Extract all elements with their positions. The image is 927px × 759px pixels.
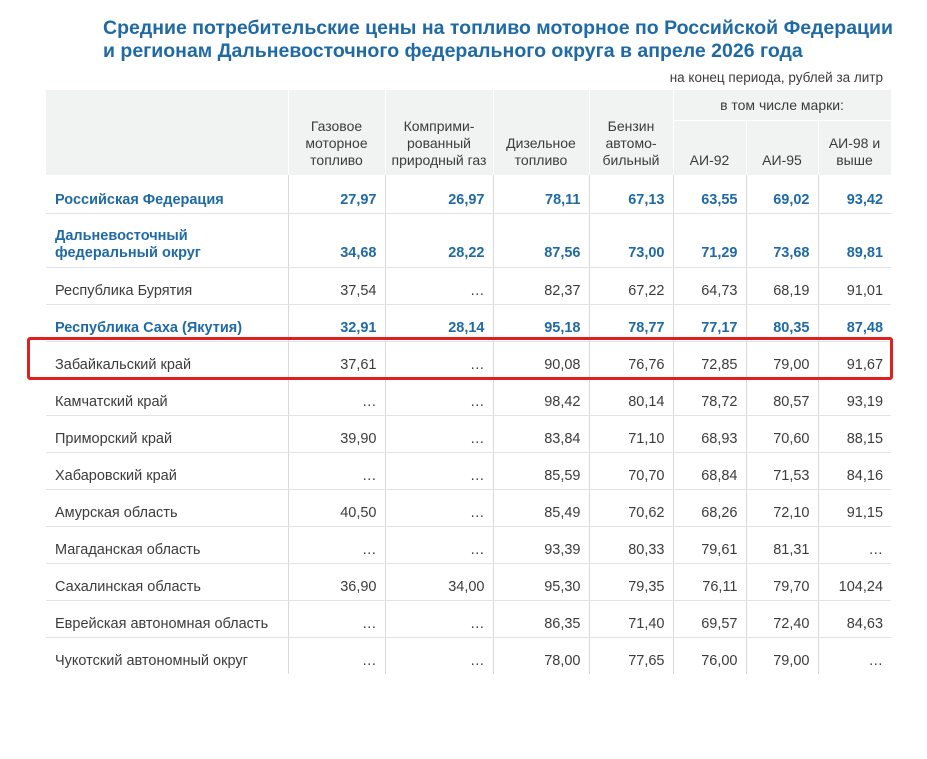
price-cell: 67,22 — [589, 267, 673, 304]
title-line-1: Средние потребительские цены на топливо моторное по Российской Федерации — [103, 17, 893, 39]
price-cell: … — [288, 600, 385, 637]
header-gas: Газовое моторное топливо — [288, 90, 385, 175]
price-cell: 36,90 — [288, 563, 385, 600]
region-name-cell: Республика Саха (Якутия) — [46, 304, 288, 341]
price-cell: 68,19 — [746, 267, 818, 304]
price-cell: 40,50 — [288, 489, 385, 526]
price-cell: 82,37 — [493, 267, 589, 304]
price-cell: 72,85 — [673, 341, 746, 378]
price-cell: 69,57 — [673, 600, 746, 637]
region-name-cell: Чукотский автономный округ — [46, 637, 288, 674]
price-cell: 70,70 — [589, 452, 673, 489]
price-cell: … — [385, 600, 493, 637]
price-cell: 68,93 — [673, 415, 746, 452]
price-cell: 70,62 — [589, 489, 673, 526]
unit-note: на конец периода, рублей за литр — [669, 70, 883, 85]
table-row — [46, 341, 891, 378]
page-title — [103, 17, 903, 63]
region-name-cell: Хабаровский край — [46, 452, 288, 489]
price-cell: 79,35 — [589, 563, 673, 600]
region-name-cell: Магаданская область — [46, 526, 288, 563]
price-cell: 90,08 — [493, 341, 589, 378]
price-cell: 37,61 — [288, 341, 385, 378]
price-cell: 34,68 — [288, 213, 385, 267]
price-cell: 95,18 — [493, 304, 589, 341]
price-cell: 67,13 — [589, 175, 673, 213]
price-cell: 34,00 — [385, 563, 493, 600]
price-cell: 79,61 — [673, 526, 746, 563]
price-cell: 68,26 — [673, 489, 746, 526]
price-cell: … — [385, 637, 493, 674]
price-cell: … — [385, 341, 493, 378]
region-name-cell: Российская Федерация — [46, 175, 288, 213]
price-cell: 71,10 — [589, 415, 673, 452]
price-cell: … — [385, 267, 493, 304]
region-name-cell: Камчатский край — [46, 378, 288, 415]
price-table-container — [46, 90, 891, 674]
price-cell: … — [385, 526, 493, 563]
price-cell: 91,15 — [818, 489, 891, 526]
header-ai92: АИ-92 — [673, 121, 746, 176]
price-cell: 93,19 — [818, 378, 891, 415]
region-name-cell: Амурская область — [46, 489, 288, 526]
price-cell: 98,42 — [493, 378, 589, 415]
price-cell: 73,00 — [589, 213, 673, 267]
price-cell: 78,77 — [589, 304, 673, 341]
region-name-cell: Сахалинская область — [46, 563, 288, 600]
price-cell: 72,40 — [746, 600, 818, 637]
table-row — [46, 378, 891, 415]
price-cell: 78,11 — [493, 175, 589, 213]
price-cell: 79,00 — [746, 341, 818, 378]
price-cell: … — [385, 378, 493, 415]
price-cell: … — [288, 452, 385, 489]
price-cell: 71,53 — [746, 452, 818, 489]
price-cell: 71,40 — [589, 600, 673, 637]
price-cell: 80,33 — [589, 526, 673, 563]
table-row — [46, 563, 891, 600]
price-cell: 104,24 — [818, 563, 891, 600]
region-name-cell: Республика Бурятия — [46, 267, 288, 304]
table-row — [46, 600, 891, 637]
price-cell: 91,67 — [818, 341, 891, 378]
region-name-cell: Приморский край — [46, 415, 288, 452]
table-row — [46, 489, 891, 526]
price-cell: … — [868, 653, 884, 669]
price-cell: 73,68 — [746, 213, 818, 267]
price-cell: 71,29 — [673, 213, 746, 267]
price-cell: … — [818, 526, 891, 563]
price-cell: 80,14 — [589, 378, 673, 415]
price-cell: 79,00 — [746, 637, 818, 674]
price-cell: 77,17 — [673, 304, 746, 341]
header-brands-group: в том числе марки: — [673, 90, 891, 121]
table-body — [46, 175, 891, 674]
header-petrol: Бензин автомо-бильный — [589, 90, 673, 175]
price-cell: 78,72 — [673, 378, 746, 415]
price-cell: 87,56 — [493, 213, 589, 267]
price-cell: 93,39 — [493, 526, 589, 563]
price-cell: 69,02 — [746, 175, 818, 213]
price-cell: 86,35 — [493, 600, 589, 637]
price-cell: 89,81 — [818, 213, 891, 267]
price-cell: … — [385, 415, 493, 452]
price-cell: 68,84 — [673, 452, 746, 489]
price-cell: 83,84 — [493, 415, 589, 452]
table-row — [46, 637, 891, 674]
price-cell: 78,00 — [493, 637, 589, 674]
price-cell: 84,63 — [818, 600, 891, 637]
price-cell: 28,14 — [385, 304, 493, 341]
price-cell: 72,10 — [746, 489, 818, 526]
table-row — [46, 415, 891, 452]
price-cell: 70,60 — [746, 415, 818, 452]
table-row — [46, 213, 891, 267]
header-ai95: АИ-95 — [746, 121, 818, 176]
table-row — [46, 304, 891, 341]
price-cell: 76,00 — [673, 637, 746, 674]
price-cell: 84,16 — [818, 452, 891, 489]
region-name-cell: Забайкальский край — [46, 341, 288, 378]
price-cell: 88,15 — [818, 415, 891, 452]
table-row — [46, 175, 891, 213]
header-region — [46, 90, 288, 175]
price-cell: 77,65 — [589, 637, 673, 674]
header-cng: Комприми-рованный природный газ — [385, 90, 493, 175]
table-row — [46, 526, 891, 563]
header-ai98: АИ-98 и выше — [818, 121, 891, 176]
price-cell: 76,76 — [589, 341, 673, 378]
price-cell: 91,01 — [818, 267, 891, 304]
price-cell: … — [288, 378, 385, 415]
price-cell: 80,57 — [746, 378, 818, 415]
price-cell: 93,42 — [818, 175, 891, 213]
price-cell: 85,49 — [493, 489, 589, 526]
table-row — [46, 267, 891, 304]
price-cell: 39,90 — [288, 415, 385, 452]
price-cell: 27,97 — [288, 175, 385, 213]
price-cell: 28,22 — [385, 213, 493, 267]
price-cell: … — [288, 637, 385, 674]
price-cell: 26,97 — [385, 175, 493, 213]
price-cell: 37,54 — [288, 267, 385, 304]
region-name-cell: Дальневосточный федеральный округ — [46, 213, 288, 267]
price-cell: 95,30 — [493, 563, 589, 600]
price-cell: 81,31 — [746, 526, 818, 563]
price-cell: 76,11 — [673, 563, 746, 600]
price-cell: 64,73 — [673, 267, 746, 304]
price-cell: 85,59 — [493, 452, 589, 489]
region-name-cell: Еврейская автономная область — [46, 600, 288, 637]
price-cell: 79,70 — [746, 563, 818, 600]
price-cell: … — [385, 489, 493, 526]
price-cell: 63,55 — [673, 175, 746, 213]
price-cell: 32,91 — [288, 304, 385, 341]
price-table — [46, 90, 892, 674]
title-line-2: и регионам Дальневосточного федерального округа в апреле 2026 года — [103, 40, 803, 62]
header-diesel: Дизельное топливо — [493, 90, 589, 175]
price-cell: 87,48 — [818, 304, 891, 341]
table-row — [46, 452, 891, 489]
price-cell: 80,35 — [746, 304, 818, 341]
price-cell: … — [288, 526, 385, 563]
price-cell: … — [385, 452, 493, 489]
